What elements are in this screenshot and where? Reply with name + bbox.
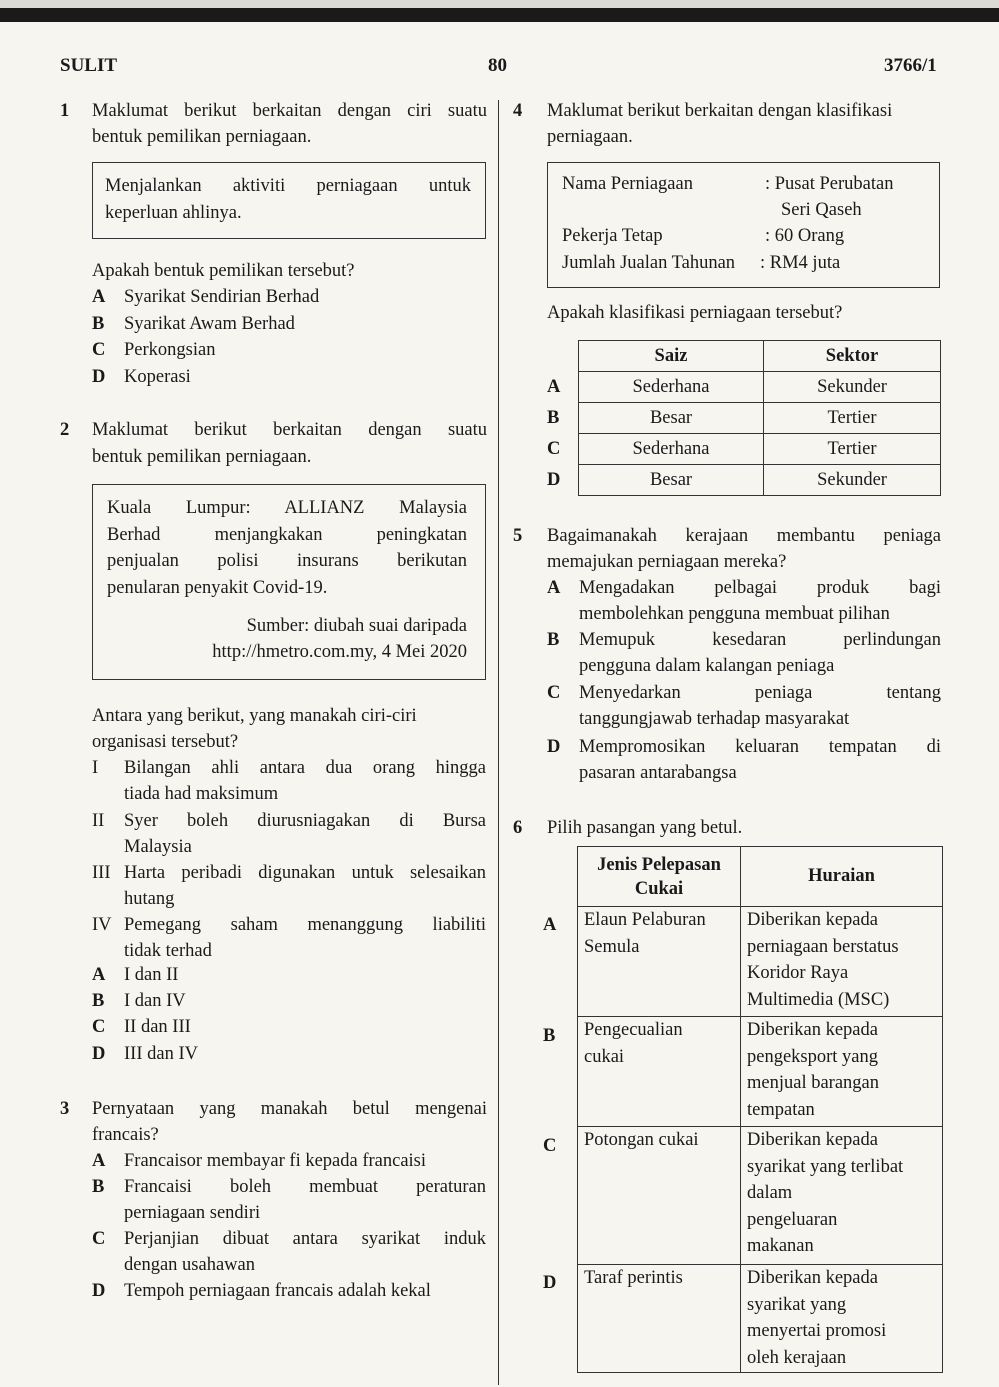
q2-question-line1: Antara yang berikut, yang manakah ciri-ciri bbox=[92, 706, 417, 726]
q4-answer-table bbox=[578, 340, 941, 496]
q4-label-pekerja: Pekerja Tetap bbox=[562, 226, 663, 246]
q4-value-nama: : Pusat Perubatan bbox=[765, 174, 894, 194]
q1-info-box bbox=[92, 162, 486, 239]
q4-value-nama-2: Seri Qaseh bbox=[781, 200, 862, 220]
q6-header-huraian: Huraian bbox=[741, 847, 943, 907]
q6-row-d-letter[interactable]: D bbox=[543, 1273, 557, 1293]
page-number: 80 bbox=[488, 55, 507, 76]
q3-number: 3 bbox=[60, 1099, 70, 1119]
q4-row-d-letter[interactable]: D bbox=[547, 470, 561, 490]
q2-box-line1: Kuala Lumpur: ALLIANZ Malaysia bbox=[107, 498, 467, 518]
q4-header-saiz: Saiz bbox=[579, 341, 764, 372]
q2-question-line2: organisasi tersebut? bbox=[92, 732, 239, 752]
q6-row-c-letter[interactable]: C bbox=[543, 1136, 557, 1156]
q1-number: 1 bbox=[60, 101, 70, 121]
q4-info-box bbox=[547, 162, 940, 288]
q6-answer-table bbox=[577, 846, 943, 1373]
q2-option-d[interactable]: D III dan IV bbox=[92, 1044, 198, 1064]
scan-border bbox=[0, 8, 999, 22]
q5-number: 5 bbox=[513, 526, 523, 546]
q4-value-pekerja: : 60 Orang bbox=[765, 226, 845, 246]
q4-stem-line1: Maklumat berikut berkaitan dengan klasifikasi bbox=[547, 101, 893, 121]
q4-question: Apakah klasifikasi perniagaan tersebut? bbox=[547, 303, 843, 323]
q4-stem-line2: perniagaan. bbox=[547, 127, 633, 147]
q2-box-line3: penjualan polisi insurans berikutan bbox=[107, 551, 467, 571]
header-code: 3766/1 bbox=[884, 55, 937, 76]
q1-option-a[interactable]: A Syarikat Sendirian Berhad bbox=[92, 287, 320, 307]
q2-news-box bbox=[92, 484, 486, 680]
q4-label-nama: Nama Perniagaan bbox=[562, 174, 693, 194]
q6-row-b[interactable]: Pengecualian cukai Diberikan kepada pengeksport yang menjual barangan tempatan bbox=[578, 1017, 943, 1127]
q1-box-line1: Menjalankan aktiviti perniagaan untuk bbox=[105, 176, 471, 196]
q4-label-jualan: Jumlah Jualan Tahunan bbox=[562, 253, 736, 273]
q5-stem-line2: memajukan perniagaan mereka? bbox=[547, 552, 787, 572]
q2-option-a[interactable]: A I dan II bbox=[92, 965, 179, 985]
q1-option-b[interactable]: B Syarikat Awam Berhad bbox=[92, 314, 295, 334]
q6-row-d[interactable]: Taraf perintis Diberikan kepada syarikat yang menyertai promosi oleh kerajaan bbox=[578, 1265, 943, 1373]
column-divider bbox=[498, 100, 499, 1385]
q3-stem-line2: francais? bbox=[92, 1125, 159, 1145]
q6-number: 6 bbox=[513, 818, 523, 838]
q4-row-b[interactable]: Besar Tertier bbox=[579, 403, 941, 434]
q6-row-b-letter[interactable]: B bbox=[543, 1026, 556, 1046]
q4-row-a-letter[interactable]: A bbox=[547, 377, 561, 397]
q4-row-d[interactable]: Besar Sekunder bbox=[579, 465, 941, 496]
q1-option-c[interactable]: C Perkongsian bbox=[92, 340, 216, 360]
q4-row-a[interactable]: Sederhana Sekunder bbox=[579, 372, 941, 403]
q3-stem-line1: Pernyataan yang manakah betul mengenai bbox=[92, 1099, 487, 1119]
q1-option-d[interactable]: D Koperasi bbox=[92, 367, 191, 387]
q1-question: Apakah bentuk pemilikan tersebut? bbox=[92, 261, 355, 281]
q1-stem-line2: bentuk pemilikan perniagaan. bbox=[92, 127, 312, 147]
q2-box-line4: penularan penyakit Covid-19. bbox=[107, 578, 328, 598]
q2-option-c[interactable]: C II dan III bbox=[92, 1017, 191, 1037]
q1-stem-line1: Maklumat berikut berkaitan dengan ciri suatu bbox=[92, 101, 487, 121]
q4-row-c-letter[interactable]: C bbox=[547, 439, 561, 459]
q4-row-c[interactable]: Sederhana Tertier bbox=[579, 434, 941, 465]
q2-source-line1: Sumber: diubah suai daripada bbox=[246, 616, 467, 636]
q4-header-sektor: Sektor bbox=[764, 341, 941, 372]
q2-source-line2: http://hmetro.com.my, 4 Mei 2020 bbox=[212, 642, 467, 662]
q2-option-b[interactable]: B I dan IV bbox=[92, 991, 186, 1011]
q6-row-a-letter[interactable]: A bbox=[543, 915, 557, 935]
q6-stem: Pilih pasangan yang betul. bbox=[547, 818, 743, 838]
q6-row-a[interactable]: Elaun Pelaburan Semula Diberikan kepada perniagaan berstatus Koridor Raya Multimedia (MSC) bbox=[578, 907, 943, 1017]
q2-box-line2: Berhad menjangkakan peningkatan bbox=[107, 525, 467, 545]
q4-number: 4 bbox=[513, 101, 523, 121]
header-left: SULIT bbox=[60, 55, 118, 76]
q4-row-b-letter[interactable]: B bbox=[547, 408, 560, 428]
q1-box-line2: keperluan ahlinya. bbox=[105, 203, 242, 223]
q2-stem-line2: bentuk pemilikan perniagaan. bbox=[92, 447, 312, 467]
q5-stem-line1: Bagaimanakah kerajaan membantu peniaga bbox=[547, 526, 941, 546]
page-edge bbox=[0, 0, 999, 8]
q4-value-jualan: : RM4 juta bbox=[760, 253, 841, 273]
q2-number: 2 bbox=[60, 420, 70, 440]
q2-stem-line1: Maklumat berikut berkaitan dengan suatu bbox=[92, 420, 487, 440]
q6-header-jenis: Jenis Pelepasan Cukai bbox=[578, 847, 741, 907]
q6-row-c[interactable]: Potongan cukai Diberikan kepada syarikat yang terlibat dalam pengeluaran makanan bbox=[578, 1127, 943, 1265]
